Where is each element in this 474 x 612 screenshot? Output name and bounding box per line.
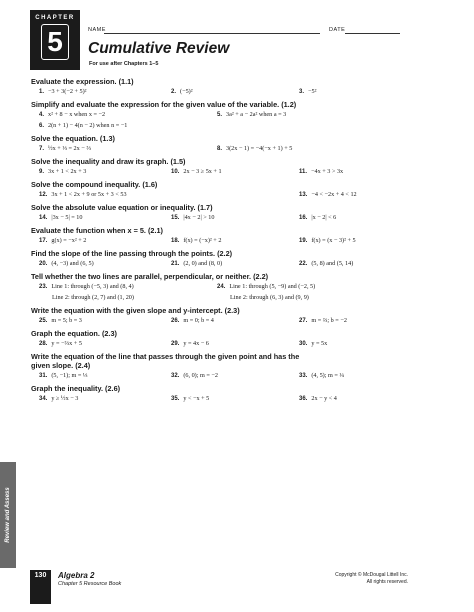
- question-22: 22. (5, 8) and (5, 14): [299, 260, 354, 267]
- section-heading: Find the slope of the line passing through the points. (2.2): [31, 249, 233, 258]
- question-6: 6. 2(n + 1) − 4(n − 2) when n = −1: [39, 122, 128, 129]
- question-row: [31, 143, 431, 154]
- question-row: [31, 281, 431, 292]
- question-25: 25. m = 5; b = 3: [39, 317, 82, 324]
- section-heading: Solve the absolute value equation or inequality. (1.7): [31, 203, 213, 212]
- question-7: 7. ½x + ⅓ = 2x − ⅔: [39, 145, 91, 152]
- page-title: Cumulative Review: [88, 40, 230, 57]
- question-24-line-2: Line 2: through (6, 3) and (9, 9): [230, 294, 309, 301]
- section-heading: Evaluate the function when x = 5. (2.1): [31, 226, 163, 235]
- question-26: 26. m = 0; b = 4: [171, 317, 214, 324]
- question-10: 10. 2x − 3 ≥ 5x + 1: [171, 168, 222, 175]
- question-8: 8. 3(2x − 1) = −4(−x + 1) + 5: [217, 145, 293, 152]
- question-27: 27. m = ⅔; b = −2: [299, 317, 347, 324]
- question-5: 5. 3a² + a − 2a² when a = 3: [217, 111, 287, 118]
- question-row: [31, 120, 431, 131]
- question-3: 3. −5²: [299, 88, 317, 95]
- date-label: DATE: [329, 27, 346, 33]
- book-title: Algebra 2: [58, 571, 95, 580]
- question-32: 32. (6, 0); m = −2: [171, 372, 218, 379]
- page-number: 130: [30, 570, 51, 581]
- question-row: [31, 109, 431, 120]
- question-17: 17. g(x) = −x² + 2: [39, 237, 87, 244]
- question-4: 4. x² + 8 − x when x = −2: [39, 111, 106, 118]
- name-label: NAME: [88, 27, 106, 33]
- name-field-line[interactable]: [104, 33, 320, 34]
- question-9: 9. 3x + 1 < 2x + 3: [39, 168, 87, 175]
- question-row: [31, 86, 431, 97]
- question-14: 14. |3x − 5| = 10: [39, 214, 83, 221]
- question-row: [31, 212, 431, 223]
- question-row: [31, 393, 431, 404]
- resource-book-label: Chapter 5 Resource Book: [58, 581, 122, 587]
- question-29: 29. y = 4x − 6: [171, 340, 209, 347]
- question-30: 30. y = 5x: [299, 340, 328, 347]
- chapter-badge: [30, 10, 80, 70]
- question-13: 13. −4 < −2x + 4 < 12: [299, 191, 357, 198]
- chapter-label: CHAPTER: [35, 15, 75, 21]
- question-23-line-1: 23. Line 1: through (−5, 3) and (8, 4): [39, 283, 134, 290]
- question-33: 33. (4, 5); m = ¼: [299, 372, 345, 379]
- copyright-notice: Copyright © McDougal Littell Inc. All rights reserved.: [335, 572, 408, 585]
- question-35: 35. y < −x + 5: [171, 395, 210, 402]
- footer-bar: [30, 581, 51, 604]
- question-row: [31, 292, 431, 303]
- section-heading: Write the equation of the line that passes through the given point and has the given slope. (2.4): [31, 352, 300, 370]
- section-heading: Graph the equation. (2.3): [31, 329, 117, 338]
- question-row: [31, 166, 431, 177]
- section-heading: Solve the compound inequality. (1.6): [31, 180, 158, 189]
- date-field-line[interactable]: [345, 33, 400, 34]
- question-19: 19. f(x) = (x − 3)² + 5: [299, 237, 356, 244]
- question-1: 1. −3 + 3(−2 + 5)²: [39, 88, 87, 95]
- section-heading: Solve the inequality and draw its graph. (1.5): [31, 157, 186, 166]
- section-heading: Write the equation with the given slope and y-intercept. (2.3): [31, 306, 240, 315]
- question-2: 2. (−5)²: [171, 88, 193, 95]
- exercise-list: [31, 77, 431, 404]
- question-28: 28. y = −⅔x + 5: [39, 340, 82, 347]
- question-11: 11. −4x + 3 > 3x: [299, 168, 344, 175]
- question-12: 12. 3x + 1 < 2x + 9 or 5x + 3 < 53: [39, 191, 127, 198]
- question-15: 15. |4x − 2| > 10: [171, 214, 215, 221]
- section-heading: Simplify and evaluate the expression for the given value of the variable. (1.2): [31, 100, 297, 109]
- question-20: 20. (4, −3) and (6, 5): [39, 260, 94, 267]
- question-row: [31, 315, 431, 326]
- page-subtitle: For use after Chapters 1–5: [89, 61, 159, 67]
- section-heading: Solve the equation. (1.3): [31, 134, 115, 143]
- side-tab-label: Review and Assess: [5, 487, 11, 543]
- question-row: [31, 258, 431, 269]
- question-24-line-1: 24. Line 1: through (5, −9) and (−2, 5): [217, 283, 316, 290]
- section-heading: Evaluate the expression. (1.1): [31, 77, 134, 86]
- question-31: 31. (5, −1); m = ⅓: [39, 372, 88, 379]
- question-36: 36. 2x − y < 4: [299, 395, 337, 402]
- section-heading: Graph the inequality. (2.6): [31, 384, 121, 393]
- side-section-tab: [0, 462, 16, 568]
- question-16: 16. |x − 2| < 6: [299, 214, 337, 221]
- chapter-number: 5: [41, 24, 69, 60]
- question-row: [31, 338, 431, 349]
- question-34: 34. y ≥ ½x − 3: [39, 395, 79, 402]
- section-heading: Tell whether the two lines are parallel, perpendicular, or neither. (2.2): [31, 272, 269, 281]
- question-row: [31, 189, 431, 200]
- question-21: 21. (2, 0) and (8, 0): [171, 260, 223, 267]
- question-23-line-2: Line 2: through (2, 7) and (1, 20): [52, 294, 134, 301]
- question-row: [31, 235, 431, 246]
- question-18: 18. f(x) = (−x)² + 2: [171, 237, 222, 244]
- question-row: [31, 370, 431, 381]
